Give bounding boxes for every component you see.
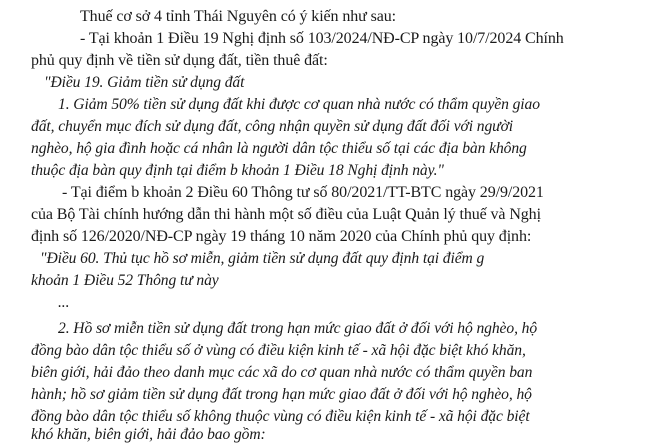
quoted-text-line: 2. Hồ sơ miễn tiền sử dụng đất trong hạn mức giao đất ở đối với hộ nghèo, hộ <box>58 320 538 337</box>
quoted-article-heading: "Điều 19. Giảm tiền sử dụng đất <box>44 74 245 91</box>
quoted-text-line: hành; hồ sơ giảm tiền sử dụng đất trong hạn mức giao đất ở đối với hộ nghèo, hộ <box>31 386 532 403</box>
quoted-text-line: biên giới, hải đảo theo danh mục các xã do cơ quan nhà nước có thẩm quyền ban <box>31 364 533 381</box>
intro-line: Thuế cơ sở 4 tỉnh Thái Nguyên có ý kiến như sau: <box>80 8 396 25</box>
circular-citation-line: - Tại điểm b khoản 2 Điều 60 Thông tư số 80/2021/TT-BTC ngày 29/9/2021 <box>62 184 544 201</box>
quoted-text-line: đồng bào dân tộc thiểu số không thuộc vùng có điều kiện kinh tế - xã hội đặc biệt <box>31 408 530 425</box>
quoted-text-line: khó khăn, biên giới, hải đảo bao gồm: <box>31 426 266 443</box>
quoted-article-heading: "Điều 60. Thủ tục hồ sơ miễn, giảm tiền sử dụng đất quy định tại điểm g <box>40 250 485 267</box>
quoted-text-line: nghèo, hộ gia đình hoặc cá nhân là người dân tộc thiểu số tại các địa bàn không <box>31 140 527 157</box>
circular-citation-line: của Bộ Tài chính hướng dẫn thi hành một số điều của Luật Quản lý thuế và Nghị <box>31 206 541 223</box>
decree-citation-line: - Tại khoản 1 Điều 19 Nghị định số 103/2024/NĐ-CP ngày 10/7/2024 Chính <box>80 30 564 47</box>
quoted-text-line: đồng bào dân tộc thiểu số ở vùng có điều kiện kinh tế - xã hội đặc biệt khó khăn, <box>31 342 526 359</box>
decree-citation-line: phủ quy định về tiền sử dụng đất, tiền thuê đất: <box>31 52 328 69</box>
quoted-text-line: 1. Giảm 50% tiền sử dụng đất khi được cơ quan nhà nước có thẩm quyền giao <box>58 96 540 113</box>
circular-citation-line: định số 126/2020/NĐ-CP ngày 19 tháng 10 năm 2020 của Chính phủ quy định: <box>31 228 532 245</box>
quoted-text-line: thuộc địa bàn quy định tại điểm b khoản 1 Điều 18 Nghị định này." <box>31 162 444 179</box>
quoted-text-line: đất, chuyển mục đích sử dụng đất, công nhận quyền sử dụng đất đối với người <box>31 118 514 135</box>
ellipsis-line: ... <box>58 294 70 311</box>
quoted-article-heading: khoản 1 Điều 52 Thông tư này <box>31 272 219 289</box>
